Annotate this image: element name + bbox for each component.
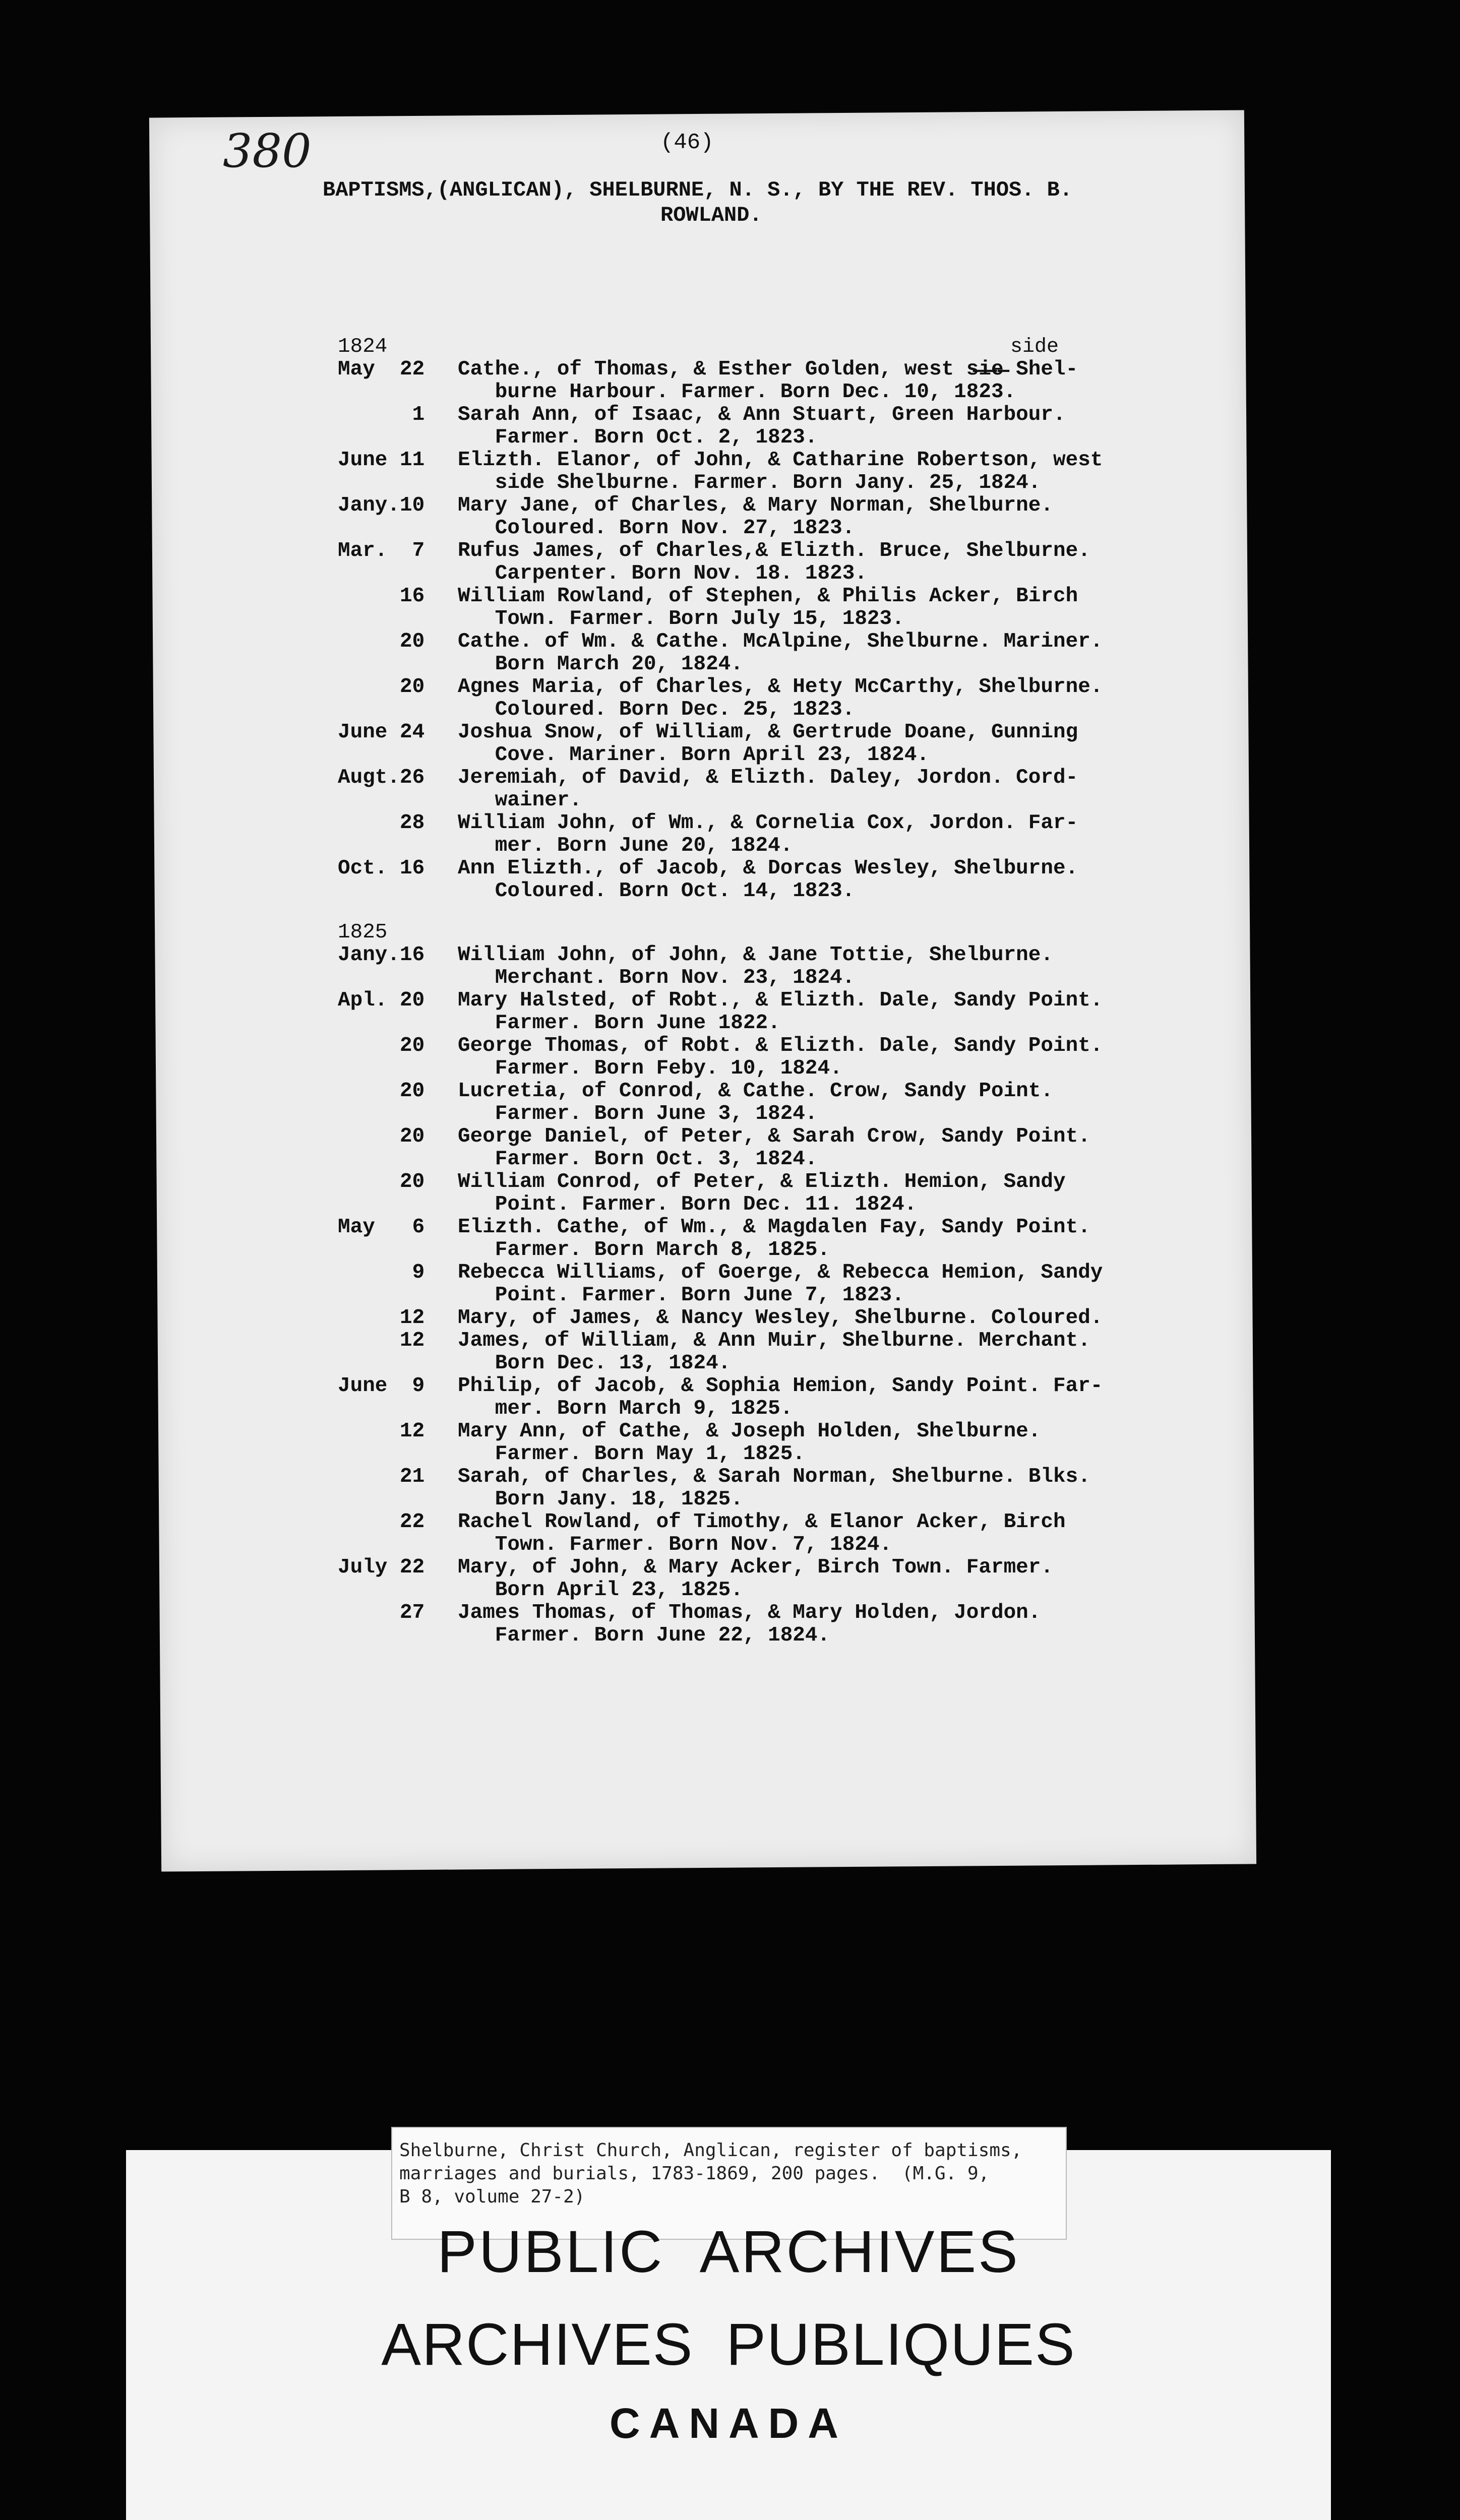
baptism-entry-continuation [338,1057,1225,1080]
entry-text: Cove. Mariner. Born April 23, 1824. [458,743,929,767]
entry-date: 27 [338,1601,425,1624]
entry-date [338,1534,458,1556]
entry-text: William Conrod, of Peter, & Elizth. Hemion, Sandy [458,1170,1066,1193]
entry-date: 20 [338,1034,425,1057]
baptism-entry [338,1307,1225,1330]
entry-list [338,358,1225,903]
entry-date [338,426,458,449]
baptism-entry-continuation [338,1239,1225,1262]
entry-text: mer. Born June 20, 1824. [458,834,793,857]
entry-date: June 11 [338,449,425,472]
entry-date: 20 [338,1080,425,1103]
baptism-entry-continuation [338,1352,1225,1375]
entry-date: July 22 [338,1556,425,1579]
baptism-entry-continuation [338,1624,1225,1647]
page-number: (46) [660,130,714,155]
entry-date: 20 [338,1125,425,1148]
entry-text: Coloured. Born Dec. 25, 1823. [458,698,855,721]
entry-text: William John, of John, & Jane Tottie, Shelburne. [458,943,1053,967]
entry-text: Mary Jane, of Charles, & Mary Norman, Shelburne. [458,494,1053,517]
baptism-entry [338,585,1225,608]
entry-text: Rachel Rowland, of Timothy, & Elanor Acker, Birch [458,1510,1066,1534]
entry-date: 1 [338,403,425,426]
baptism-entry [338,721,1225,744]
baptism-entry [338,1262,1225,1284]
baptism-entry [338,1035,1225,1057]
entry-date: Oct. 16 [338,857,425,880]
entry-text: George Daniel, of Peter, & Sarah Crow, Sandy Point. [458,1125,1090,1148]
entry-text: Rebecca Williams, of Goerge, & Rebecca Hemion, Sandy [458,1261,1103,1284]
archive-country: CANADA [610,2400,847,2447]
entry-text: Carpenter. Born Nov. 18. 1823. [458,562,867,585]
entry-date [338,880,458,903]
baptism-entry [338,1420,1225,1443]
entry-text: Elizth. Cathe, of Wm., & Magdalen Fay, Sandy Point. [458,1216,1090,1239]
entry-date: May 22 [338,358,425,381]
entry-text: mer. Born March 9, 1825. [458,1397,793,1420]
entry-date [338,1284,458,1307]
entry-date: 16 [338,585,425,608]
entry-date: June 24 [338,721,425,744]
entry-text: Cathe., of Thomas, & Esther Golden, west s̶i̶e̶ Shel- [458,358,1078,381]
entry-text: Jeremiah, of David, & Elizth. Daley, Jordon. Cord- [458,766,1078,789]
baptism-entry [338,857,1225,880]
entry-date [338,653,458,676]
entry-date [338,472,458,494]
entry-text: Mary, of John, & Mary Acker, Birch Town. Farmer. [458,1556,1053,1579]
heading-line-2: ROWLAND. [660,203,762,227]
entry-date: May 6 [338,1216,425,1239]
entry-text: Coloured. Born Nov. 27, 1823. [458,517,855,540]
section-1824 [338,336,1225,903]
entry-text: Mary Ann, of Cathe, & Joseph Holden, Shelburne. [458,1420,1041,1443]
baptism-entry [338,449,1225,472]
entry-list [338,944,1225,1647]
baptism-entry-continuation [338,835,1225,857]
baptism-entry-continuation [338,967,1225,989]
entry-date [338,1579,458,1602]
entry-date [338,1103,458,1125]
entry-text: Town. Farmer. Born July 15, 1823. [458,607,904,631]
entry-date [338,1057,458,1080]
entry-date [338,517,458,540]
baptism-entry-continuation [338,562,1225,585]
entry-date [338,1012,458,1035]
entry-text: Merchant. Born Nov. 23, 1824. [458,966,855,989]
entry-text: Cathe. of Wm. & Cathe. McAlpine, Shelburne. Mariner. [458,630,1103,653]
baptism-entry [338,1080,1225,1103]
entry-date [338,967,458,989]
entry-date: 9 [338,1261,425,1284]
entry-text: wainer. [458,789,582,812]
entry-text: Joshua Snow, of William, & Gertrude Doane, Gunning [458,721,1078,744]
entry-text: Elizth. Elanor, of John, & Catharine Robertson, west [458,449,1103,472]
baptism-entry [338,676,1225,699]
baptism-entry [338,767,1225,789]
baptism-entry [338,404,1225,426]
entry-date [338,1488,458,1511]
entry-text: Farmer. Born June 1822. [458,1012,780,1035]
entry-date [338,744,458,767]
entry-text: burne Harbour. Farmer. Born Dec. 10, 1823. [458,381,1016,404]
entry-date [338,789,458,812]
entry-date: 12 [338,1420,425,1443]
baptism-entry [338,494,1225,517]
baptism-entry [338,540,1225,562]
baptism-entry-continuation [338,381,1225,404]
baptism-entry [338,812,1225,835]
entry-date [338,835,458,857]
entry-date: 12 [338,1306,425,1330]
entry-text: William John, of Wm., & Cornelia Cox, Jordon. Far- [458,811,1078,835]
entry-text: Coloured. Born Oct. 14, 1823. [458,879,855,903]
entry-date [338,1624,458,1647]
entry-text: Philip, of Jacob, & Sophia Hemion, Sandy Point. Far- [458,1374,1103,1398]
entry-date [338,1193,458,1216]
baptism-entry [338,631,1225,653]
entry-text: Born Jany. 18, 1825. [458,1488,743,1511]
baptism-entry-continuation [338,1398,1225,1420]
entry-date: Jany.10 [338,494,425,517]
baptism-entry [338,1511,1225,1534]
entry-date [338,699,458,721]
entry-date [338,381,458,404]
baptism-entry-continuation [338,1488,1225,1511]
folio-number: 380 [223,124,312,178]
baptism-entry-continuation [338,699,1225,721]
entry-date [338,1239,458,1262]
entry-text: Farmer. Born May 1, 1825. [458,1442,805,1466]
entry-text: Sarah, of Charles, & Sarah Norman, Shelburne. Blks. [458,1465,1090,1488]
section-1825 [338,921,1225,1647]
entry-text: Ann Elizth., of Jacob, & Dorcas Wesley, Shelburne. [458,857,1078,880]
entry-date [338,1352,458,1375]
baptism-entry [338,1375,1225,1398]
entry-date: 28 [338,811,425,835]
entry-date [338,1148,458,1171]
entry-text: Farmer. Born June 3, 1824. [458,1102,818,1125]
baptism-entry [338,1556,1225,1579]
entry-text: William Rowland, of Stephen, & Philis Acker, Birch [458,585,1078,608]
reference-line-2: marriages and burials, 1783-1869, 200 pages. (M.G. 9, [399,2163,990,2184]
entry-text: Farmer. Born Oct. 2, 1823. [458,426,818,449]
baptism-entry-continuation [338,1012,1225,1035]
entry-date: 12 [338,1329,425,1352]
entry-date: Jany.16 [338,943,425,967]
margin-correction-note: side [1010,336,1059,358]
entry-text: George Thomas, of Robt. & Elizth. Dale, Sandy Point. [458,1034,1103,1057]
page-heading [323,177,1190,228]
baptism-entry-continuation [338,1534,1225,1556]
baptism-entry [338,1171,1225,1193]
baptism-entry [338,1330,1225,1352]
baptism-entry-continuation [338,1443,1225,1466]
entry-text: Farmer. Born March 8, 1825. [458,1238,830,1262]
baptism-entry [338,1216,1225,1239]
entry-text: Farmer. Born Oct. 3, 1824. [458,1148,818,1171]
entry-text: side Shelburne. Farmer. Born Jany. 25, 1824. [458,471,1041,494]
entry-date: Mar. 7 [338,539,425,562]
baptism-entry-continuation [338,880,1225,903]
entry-text: Born April 23, 1825. [458,1579,743,1602]
baptism-entry [338,1466,1225,1488]
entry-text: Mary Halsted, of Robt., & Elizth. Dale, Sandy Point. [458,989,1103,1012]
baptism-entry-continuation [338,1103,1225,1125]
entry-text: Mary, of James, & Nancy Wesley, Shelburne. Coloured. [458,1306,1103,1330]
entry-text: Farmer. Born Feby. 10, 1824. [458,1057,842,1080]
entry-date: 22 [338,1510,425,1534]
entry-date [338,1443,458,1466]
entry-text: Born March 20, 1824. [458,653,743,676]
baptism-entry [338,1125,1225,1148]
baptism-entry [338,1602,1225,1624]
entry-date [338,562,458,585]
baptism-entry-continuation [338,1193,1225,1216]
reference-line-1: Shelburne, Christ Church, Anglican, register of baptisms, [399,2140,1022,2161]
entry-date: Apl. 20 [338,989,425,1012]
baptism-entry-continuation [338,789,1225,812]
archive-title-french: ARCHIVES PUBLIQUES [381,2311,1076,2378]
entry-text: Lucretia, of Conrod, & Cathe. Crow, Sandy Point. [458,1080,1053,1103]
entry-date: 20 [338,1170,425,1193]
entry-date: 21 [338,1465,425,1488]
entry-text: Point. Farmer. Born Dec. 11. 1824. [458,1193,917,1216]
baptism-entry-continuation [338,472,1225,494]
baptism-entry-continuation [338,1148,1225,1171]
baptism-entry-continuation [338,653,1225,676]
entry-text: James Thomas, of Thomas, & Mary Holden, Jordon. [458,1601,1041,1624]
entry-text: Rufus James, of Charles,& Elizth. Bruce, Shelburne. [458,539,1090,562]
heading-line-1: BAPTISMS,(ANGLICAN), SHELBURNE, N. S., BY THE REV. THOS. B. [323,178,1073,202]
section-year: 1825 [338,921,388,944]
baptism-entry-continuation [338,744,1225,767]
entry-text: Agnes Maria, of Charles, & Hety McCarthy, Shelburne. [458,675,1103,699]
entry-date: 20 [338,675,425,699]
baptism-entry-continuation [338,1579,1225,1602]
baptism-entry [338,944,1225,967]
baptism-entry-continuation [338,1284,1225,1307]
entry-text: James, of William, & Ann Muir, Shelburne. Merchant. [458,1329,1090,1352]
archive-title-english: PUBLIC ARCHIVES [437,2219,1020,2285]
reference-line-3: B 8, volume 27-2) [399,2186,585,2207]
baptism-entry-continuation [338,426,1225,449]
baptism-entry-continuation [338,517,1225,540]
entry-text: Farmer. Born June 22, 1824. [458,1624,830,1647]
entry-text: Born Dec. 13, 1824. [458,1352,731,1375]
entry-text: Town. Farmer. Born Nov. 7, 1824. [458,1533,892,1556]
entry-text: Sarah Ann, of Isaac, & Ann Stuart, Green Harbour. [458,403,1066,426]
entry-date: 20 [338,630,425,653]
baptism-entry-continuation [338,608,1225,631]
entry-date: June 9 [338,1374,425,1398]
baptism-entry [338,989,1225,1012]
entry-text: Point. Farmer. Born June 7, 1823. [458,1284,904,1307]
baptism-entry [338,358,1225,381]
entry-date [338,608,458,631]
section-year: 1824 [338,335,388,358]
entry-date: Augt.26 [338,766,425,789]
entry-date [338,1398,458,1420]
